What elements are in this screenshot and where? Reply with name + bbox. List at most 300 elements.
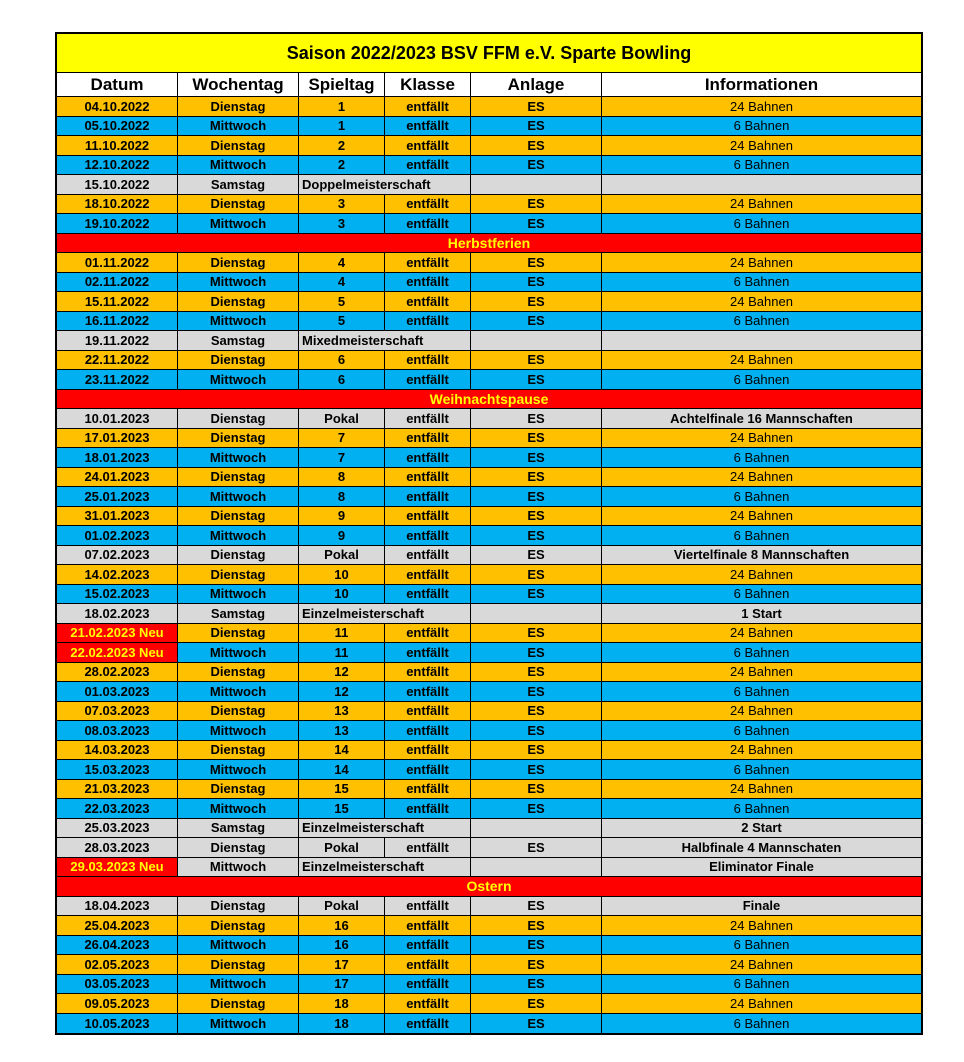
info-cell: 24 Bahnen [730, 917, 793, 933]
table-row [57, 448, 921, 468]
table-row [57, 955, 921, 975]
weekday-cell: Dienstag [178, 97, 299, 116]
date-cell: 23.11.2022 [57, 370, 178, 389]
date-cell: 25.03.2023 [57, 819, 178, 838]
spieltag-cell: 11 [299, 643, 385, 662]
date-cell: 01.03.2023 [57, 682, 178, 701]
anlage-cell: ES [471, 838, 602, 857]
weekday-cell: Mittwoch [178, 975, 299, 994]
weekday-cell: Mittwoch [178, 156, 299, 175]
info-cell: 6 Bahnen [733, 1015, 790, 1031]
klasse-cell: entfällt [385, 351, 471, 370]
weekday-cell: Samstag [178, 604, 299, 623]
event-cell: Einzelmeisterschaft [299, 819, 471, 838]
weekday-cell: Mittwoch [178, 858, 299, 877]
header-klasse: Klasse [385, 73, 471, 96]
date-cell: 10.01.2023 [57, 409, 178, 428]
table-row [57, 780, 921, 800]
date-cell: 17.01.2023 [57, 429, 178, 448]
weekday-cell: Dienstag [178, 565, 299, 584]
klasse-cell: entfällt [385, 312, 471, 331]
anlage-cell: ES [471, 565, 602, 584]
header-informationen: Informationen [704, 74, 819, 94]
date-cell: 15.10.2022 [57, 175, 178, 194]
date-cell: 19.10.2022 [57, 214, 178, 233]
info-cell: 24 Bahnen [730, 254, 793, 270]
weekday-cell: Dienstag [178, 507, 299, 526]
klasse-cell: entfällt [385, 487, 471, 506]
header-row [57, 73, 921, 97]
info-cell: 24 Bahnen [730, 293, 793, 309]
klasse-cell: entfällt [385, 136, 471, 155]
anlage-cell: ES [471, 546, 602, 565]
table-row [57, 663, 921, 683]
anlage-cell [471, 604, 602, 623]
anlage-cell: ES [471, 487, 602, 506]
table-row [57, 1014, 921, 1034]
header-datum: Datum [57, 73, 178, 96]
table-row [57, 565, 921, 585]
info-cell: Halbfinale 4 Mannschaten [681, 839, 842, 855]
info-cell: 6 Bahnen [733, 488, 790, 504]
weekday-cell: Samstag [178, 819, 299, 838]
weekday-cell: Mittwoch [178, 117, 299, 136]
date-cell: 04.10.2022 [57, 97, 178, 116]
weekday-cell: Dienstag [178, 838, 299, 857]
weekday-cell: Dienstag [178, 136, 299, 155]
spieltag-cell: 15 [299, 780, 385, 799]
weekday-cell: Mittwoch [178, 214, 299, 233]
table-row [57, 370, 921, 390]
klasse-cell: entfällt [385, 994, 471, 1013]
table-row [57, 858, 921, 878]
spieltag-cell: 8 [299, 487, 385, 506]
spieltag-cell: Pokal [299, 546, 385, 565]
table-title: Saison 2022/2023 BSV FFM e.V. Sparte Bowling [57, 34, 921, 73]
klasse-cell: entfällt [385, 663, 471, 682]
spieltag-cell: 10 [299, 585, 385, 604]
anlage-cell: ES [471, 585, 602, 604]
info-cell: 6 Bahnen [733, 449, 790, 465]
info-cell: 6 Bahnen [733, 644, 790, 660]
klasse-cell: entfällt [385, 370, 471, 389]
info-cell: 24 Bahnen [730, 664, 793, 680]
weekday-cell: Mittwoch [178, 799, 299, 818]
anlage-cell: ES [471, 273, 602, 292]
table-row [57, 351, 921, 371]
date-cell: 28.03.2023 [57, 838, 178, 857]
info-cell: 6 Bahnen [733, 371, 790, 387]
table-row [57, 156, 921, 176]
table-row [57, 916, 921, 936]
table-row [57, 409, 921, 429]
info-cell: 6 Bahnen [733, 683, 790, 699]
klasse-cell: entfällt [385, 565, 471, 584]
weekday-cell: Mittwoch [178, 370, 299, 389]
anlage-cell: ES [471, 253, 602, 272]
table-row [57, 468, 921, 488]
spieltag-cell: 15 [299, 799, 385, 818]
event-cell: Mixedmeisterschaft [299, 331, 471, 350]
klasse-cell: entfällt [385, 702, 471, 721]
date-cell: 22.02.2023 Neu [57, 643, 178, 662]
date-cell: 15.02.2023 [57, 585, 178, 604]
klasse-cell: entfällt [385, 955, 471, 974]
spieltag-cell: 1 [299, 117, 385, 136]
table-row [57, 838, 921, 858]
table-row [57, 292, 921, 312]
date-cell: 15.03.2023 [57, 760, 178, 779]
date-cell: 05.10.2022 [57, 117, 178, 136]
anlage-cell: ES [471, 624, 602, 643]
table-row [57, 487, 921, 507]
info-cell: 24 Bahnen [730, 566, 793, 582]
anlage-cell: ES [471, 97, 602, 116]
spieltag-cell: 18 [299, 1014, 385, 1034]
info-cell: 24 Bahnen [730, 469, 793, 485]
anlage-cell: ES [471, 195, 602, 214]
weekday-cell: Dienstag [178, 292, 299, 311]
date-cell: 18.01.2023 [57, 448, 178, 467]
date-cell: 07.02.2023 [57, 546, 178, 565]
anlage-cell: ES [471, 780, 602, 799]
event-cell: Einzelmeisterschaft [299, 604, 471, 623]
date-cell: 25.04.2023 [57, 916, 178, 935]
info-cell: 6 Bahnen [733, 157, 790, 173]
spieltag-cell: 3 [299, 195, 385, 214]
table-row [57, 799, 921, 819]
klasse-cell: entfällt [385, 97, 471, 116]
klasse-cell: entfällt [385, 897, 471, 916]
weekday-cell: Mittwoch [178, 273, 299, 292]
weekday-cell: Mittwoch [178, 643, 299, 662]
date-cell: 09.05.2023 [57, 994, 178, 1013]
klasse-cell: entfällt [385, 448, 471, 467]
anlage-cell: ES [471, 214, 602, 233]
spieltag-cell: 7 [299, 448, 385, 467]
anlage-cell: ES [471, 702, 602, 721]
date-cell: 01.02.2023 [57, 526, 178, 545]
table-body [57, 97, 921, 1033]
spieltag-cell: 14 [299, 760, 385, 779]
info-cell: 24 Bahnen [730, 137, 793, 153]
anlage-cell: ES [471, 156, 602, 175]
anlage-cell: ES [471, 994, 602, 1013]
info-cell: 6 Bahnen [733, 586, 790, 602]
info-cell: 6 Bahnen [733, 274, 790, 290]
spieltag-cell: 6 [299, 370, 385, 389]
spieltag-cell: 11 [299, 624, 385, 643]
info-cell: Viertelfinale 8 Mannschaften [673, 547, 850, 563]
spieltag-cell: 4 [299, 253, 385, 272]
table-row [57, 507, 921, 527]
info-cell: 2 Start [741, 820, 782, 836]
spieltag-cell: 4 [299, 273, 385, 292]
date-cell: 21.03.2023 [57, 780, 178, 799]
anlage-cell: ES [471, 897, 602, 916]
spieltag-cell: 5 [299, 292, 385, 311]
info-cell: 1 Start [741, 605, 782, 621]
date-cell: 01.11.2022 [57, 253, 178, 272]
spieltag-cell: 2 [299, 156, 385, 175]
info-cell: 6 Bahnen [733, 313, 790, 329]
date-cell: 14.03.2023 [57, 741, 178, 760]
date-cell: 29.03.2023 Neu [57, 858, 178, 877]
table-row [57, 604, 921, 624]
info-cell: Achtelfinale 16 Mannschaften [670, 410, 853, 426]
anlage-cell: ES [471, 117, 602, 136]
info-cell: 24 Bahnen [730, 995, 793, 1011]
weekday-cell: Dienstag [178, 780, 299, 799]
table-row [57, 897, 921, 917]
weekday-cell: Dienstag [178, 546, 299, 565]
table-row [57, 643, 921, 663]
date-cell: 24.01.2023 [57, 468, 178, 487]
klasse-cell: entfällt [385, 682, 471, 701]
weekday-cell: Dienstag [178, 994, 299, 1013]
event-cell: Einzelmeisterschaft [299, 858, 471, 877]
weekday-cell: Dienstag [178, 897, 299, 916]
info-cell [602, 175, 921, 194]
table-row [57, 526, 921, 546]
klasse-cell: entfällt [385, 936, 471, 955]
klasse-cell: entfällt [385, 585, 471, 604]
weekday-cell: Dienstag [178, 702, 299, 721]
anlage-cell [471, 331, 602, 350]
anlage-cell: ES [471, 370, 602, 389]
spieltag-cell: 10 [299, 565, 385, 584]
spieltag-cell: 9 [299, 507, 385, 526]
klasse-cell: entfällt [385, 468, 471, 487]
anlage-cell: ES [471, 721, 602, 740]
info-cell: 6 Bahnen [733, 722, 790, 738]
info-cell: 6 Bahnen [733, 215, 790, 231]
spieltag-cell: 16 [299, 936, 385, 955]
weekday-cell: Samstag [178, 175, 299, 194]
anlage-cell: ES [471, 682, 602, 701]
anlage-cell: ES [471, 916, 602, 935]
spieltag-cell: 2 [299, 136, 385, 155]
info-cell: 6 Bahnen [733, 800, 790, 816]
date-cell: 28.02.2023 [57, 663, 178, 682]
date-cell: 12.10.2022 [57, 156, 178, 175]
klasse-cell: entfällt [385, 156, 471, 175]
klasse-cell: entfällt [385, 214, 471, 233]
date-cell: 02.11.2022 [57, 273, 178, 292]
table-row [57, 97, 921, 117]
table-row [57, 273, 921, 293]
table-row [57, 546, 921, 566]
table-row [57, 429, 921, 449]
anlage-cell: ES [471, 136, 602, 155]
spieltag-cell: Pokal [299, 409, 385, 428]
anlage-cell: ES [471, 351, 602, 370]
date-cell: 16.11.2022 [57, 312, 178, 331]
anlage-cell: ES [471, 468, 602, 487]
klasse-cell: entfällt [385, 624, 471, 643]
anlage-cell: ES [471, 1014, 602, 1034]
klasse-cell: entfällt [385, 273, 471, 292]
date-cell: 07.03.2023 [57, 702, 178, 721]
spieltag-cell: 12 [299, 663, 385, 682]
info-cell: 6 Bahnen [733, 761, 790, 777]
date-cell: 18.04.2023 [57, 897, 178, 916]
anlage-cell: ES [471, 936, 602, 955]
anlage-cell: ES [471, 312, 602, 331]
anlage-cell: ES [471, 507, 602, 526]
spieltag-cell: 9 [299, 526, 385, 545]
spieltag-cell: Pokal [299, 897, 385, 916]
spieltag-cell: 12 [299, 682, 385, 701]
table-row [57, 136, 921, 156]
info-cell: 24 Bahnen [730, 625, 793, 641]
anlage-cell: ES [471, 292, 602, 311]
header-wochentag: Wochentag [178, 73, 299, 96]
date-cell: 18.10.2022 [57, 195, 178, 214]
klasse-cell: entfällt [385, 195, 471, 214]
weekday-cell: Dienstag [178, 916, 299, 935]
date-cell: 14.02.2023 [57, 565, 178, 584]
header-anlage: Anlage [471, 73, 602, 96]
weekday-cell: Dienstag [178, 741, 299, 760]
spieltag-cell: 13 [299, 721, 385, 740]
weekday-cell: Mittwoch [178, 721, 299, 740]
table-row [57, 331, 921, 351]
weekday-cell: Dienstag [178, 955, 299, 974]
table-row [57, 117, 921, 137]
klasse-cell: entfällt [385, 253, 471, 272]
spieltag-cell: 8 [299, 468, 385, 487]
info-cell [602, 331, 921, 350]
anlage-cell: ES [471, 526, 602, 545]
weekday-cell: Mittwoch [178, 1014, 299, 1034]
date-cell: 10.05.2023 [57, 1014, 178, 1034]
break-row: Weihnachtspause [57, 390, 921, 410]
info-cell: Finale [742, 898, 781, 914]
info-cell: 6 Bahnen [733, 937, 790, 953]
weekday-cell: Mittwoch [178, 487, 299, 506]
klasse-cell: entfällt [385, 741, 471, 760]
date-cell: 15.11.2022 [57, 292, 178, 311]
weekday-cell: Mittwoch [178, 682, 299, 701]
info-cell: 6 Bahnen [733, 527, 790, 543]
table-row [57, 682, 921, 702]
table-row [57, 214, 921, 234]
table-row [57, 721, 921, 741]
spieltag-cell: 13 [299, 702, 385, 721]
weekday-cell: Dienstag [178, 351, 299, 370]
weekday-cell: Mittwoch [178, 526, 299, 545]
anlage-cell [471, 819, 602, 838]
spieltag-cell: 3 [299, 214, 385, 233]
anlage-cell: ES [471, 799, 602, 818]
table-row [57, 741, 921, 761]
klasse-cell: entfällt [385, 760, 471, 779]
table-row [57, 253, 921, 273]
info-cell: 24 Bahnen [730, 508, 793, 524]
table-row [57, 702, 921, 722]
date-cell: 02.05.2023 [57, 955, 178, 974]
klasse-cell: entfällt [385, 526, 471, 545]
table-row [57, 585, 921, 605]
info-cell: 24 Bahnen [730, 742, 793, 758]
date-cell: 21.02.2023 Neu [57, 624, 178, 643]
weekday-cell: Dienstag [178, 429, 299, 448]
anlage-cell: ES [471, 663, 602, 682]
spieltag-cell: 17 [299, 975, 385, 994]
weekday-cell: Dienstag [178, 663, 299, 682]
spieltag-cell: 17 [299, 955, 385, 974]
weekday-cell: Samstag [178, 331, 299, 350]
klasse-cell: entfällt [385, 546, 471, 565]
anlage-cell [471, 175, 602, 194]
anlage-cell: ES [471, 643, 602, 662]
info-cell: 24 Bahnen [730, 352, 793, 368]
date-cell: 18.02.2023 [57, 604, 178, 623]
anlage-cell: ES [471, 760, 602, 779]
table-row [57, 312, 921, 332]
schedule-table [55, 32, 923, 1035]
klasse-cell: entfällt [385, 292, 471, 311]
spieltag-cell: 7 [299, 429, 385, 448]
klasse-cell: entfällt [385, 799, 471, 818]
klasse-cell: entfällt [385, 916, 471, 935]
date-cell: 31.01.2023 [57, 507, 178, 526]
klasse-cell: entfällt [385, 780, 471, 799]
klasse-cell: entfällt [385, 721, 471, 740]
klasse-cell: entfällt [385, 1014, 471, 1034]
table-row [57, 760, 921, 780]
date-cell: 03.05.2023 [57, 975, 178, 994]
date-cell: 22.03.2023 [57, 799, 178, 818]
spieltag-cell: 6 [299, 351, 385, 370]
anlage-cell: ES [471, 955, 602, 974]
klasse-cell: entfällt [385, 409, 471, 428]
anlage-cell: ES [471, 975, 602, 994]
info-cell: 6 Bahnen [733, 976, 790, 992]
date-cell: 25.01.2023 [57, 487, 178, 506]
date-cell: 08.03.2023 [57, 721, 178, 740]
info-cell: 24 Bahnen [730, 98, 793, 114]
anlage-cell: ES [471, 741, 602, 760]
table-row [57, 994, 921, 1014]
klasse-cell: entfällt [385, 838, 471, 857]
info-cell: 24 Bahnen [730, 430, 793, 446]
weekday-cell: Mittwoch [178, 312, 299, 331]
spieltag-cell: 14 [299, 741, 385, 760]
spieltag-cell: 1 [299, 97, 385, 116]
date-cell: 26.04.2023 [57, 936, 178, 955]
weekday-cell: Mittwoch [178, 760, 299, 779]
klasse-cell: entfällt [385, 117, 471, 136]
date-cell: 22.11.2022 [57, 351, 178, 370]
weekday-cell: Dienstag [178, 468, 299, 487]
table-row [57, 936, 921, 956]
spieltag-cell: 16 [299, 916, 385, 935]
weekday-cell: Dienstag [178, 624, 299, 643]
anlage-cell: ES [471, 409, 602, 428]
event-cell: Doppelmeisterschaft [299, 175, 471, 194]
klasse-cell: entfällt [385, 975, 471, 994]
anlage-cell: ES [471, 429, 602, 448]
table-row [57, 175, 921, 195]
weekday-cell: Dienstag [178, 195, 299, 214]
weekday-cell: Mittwoch [178, 585, 299, 604]
info-cell: 24 Bahnen [730, 703, 793, 719]
table-row [57, 195, 921, 215]
klasse-cell: entfällt [385, 429, 471, 448]
info-cell: 24 Bahnen [730, 781, 793, 797]
